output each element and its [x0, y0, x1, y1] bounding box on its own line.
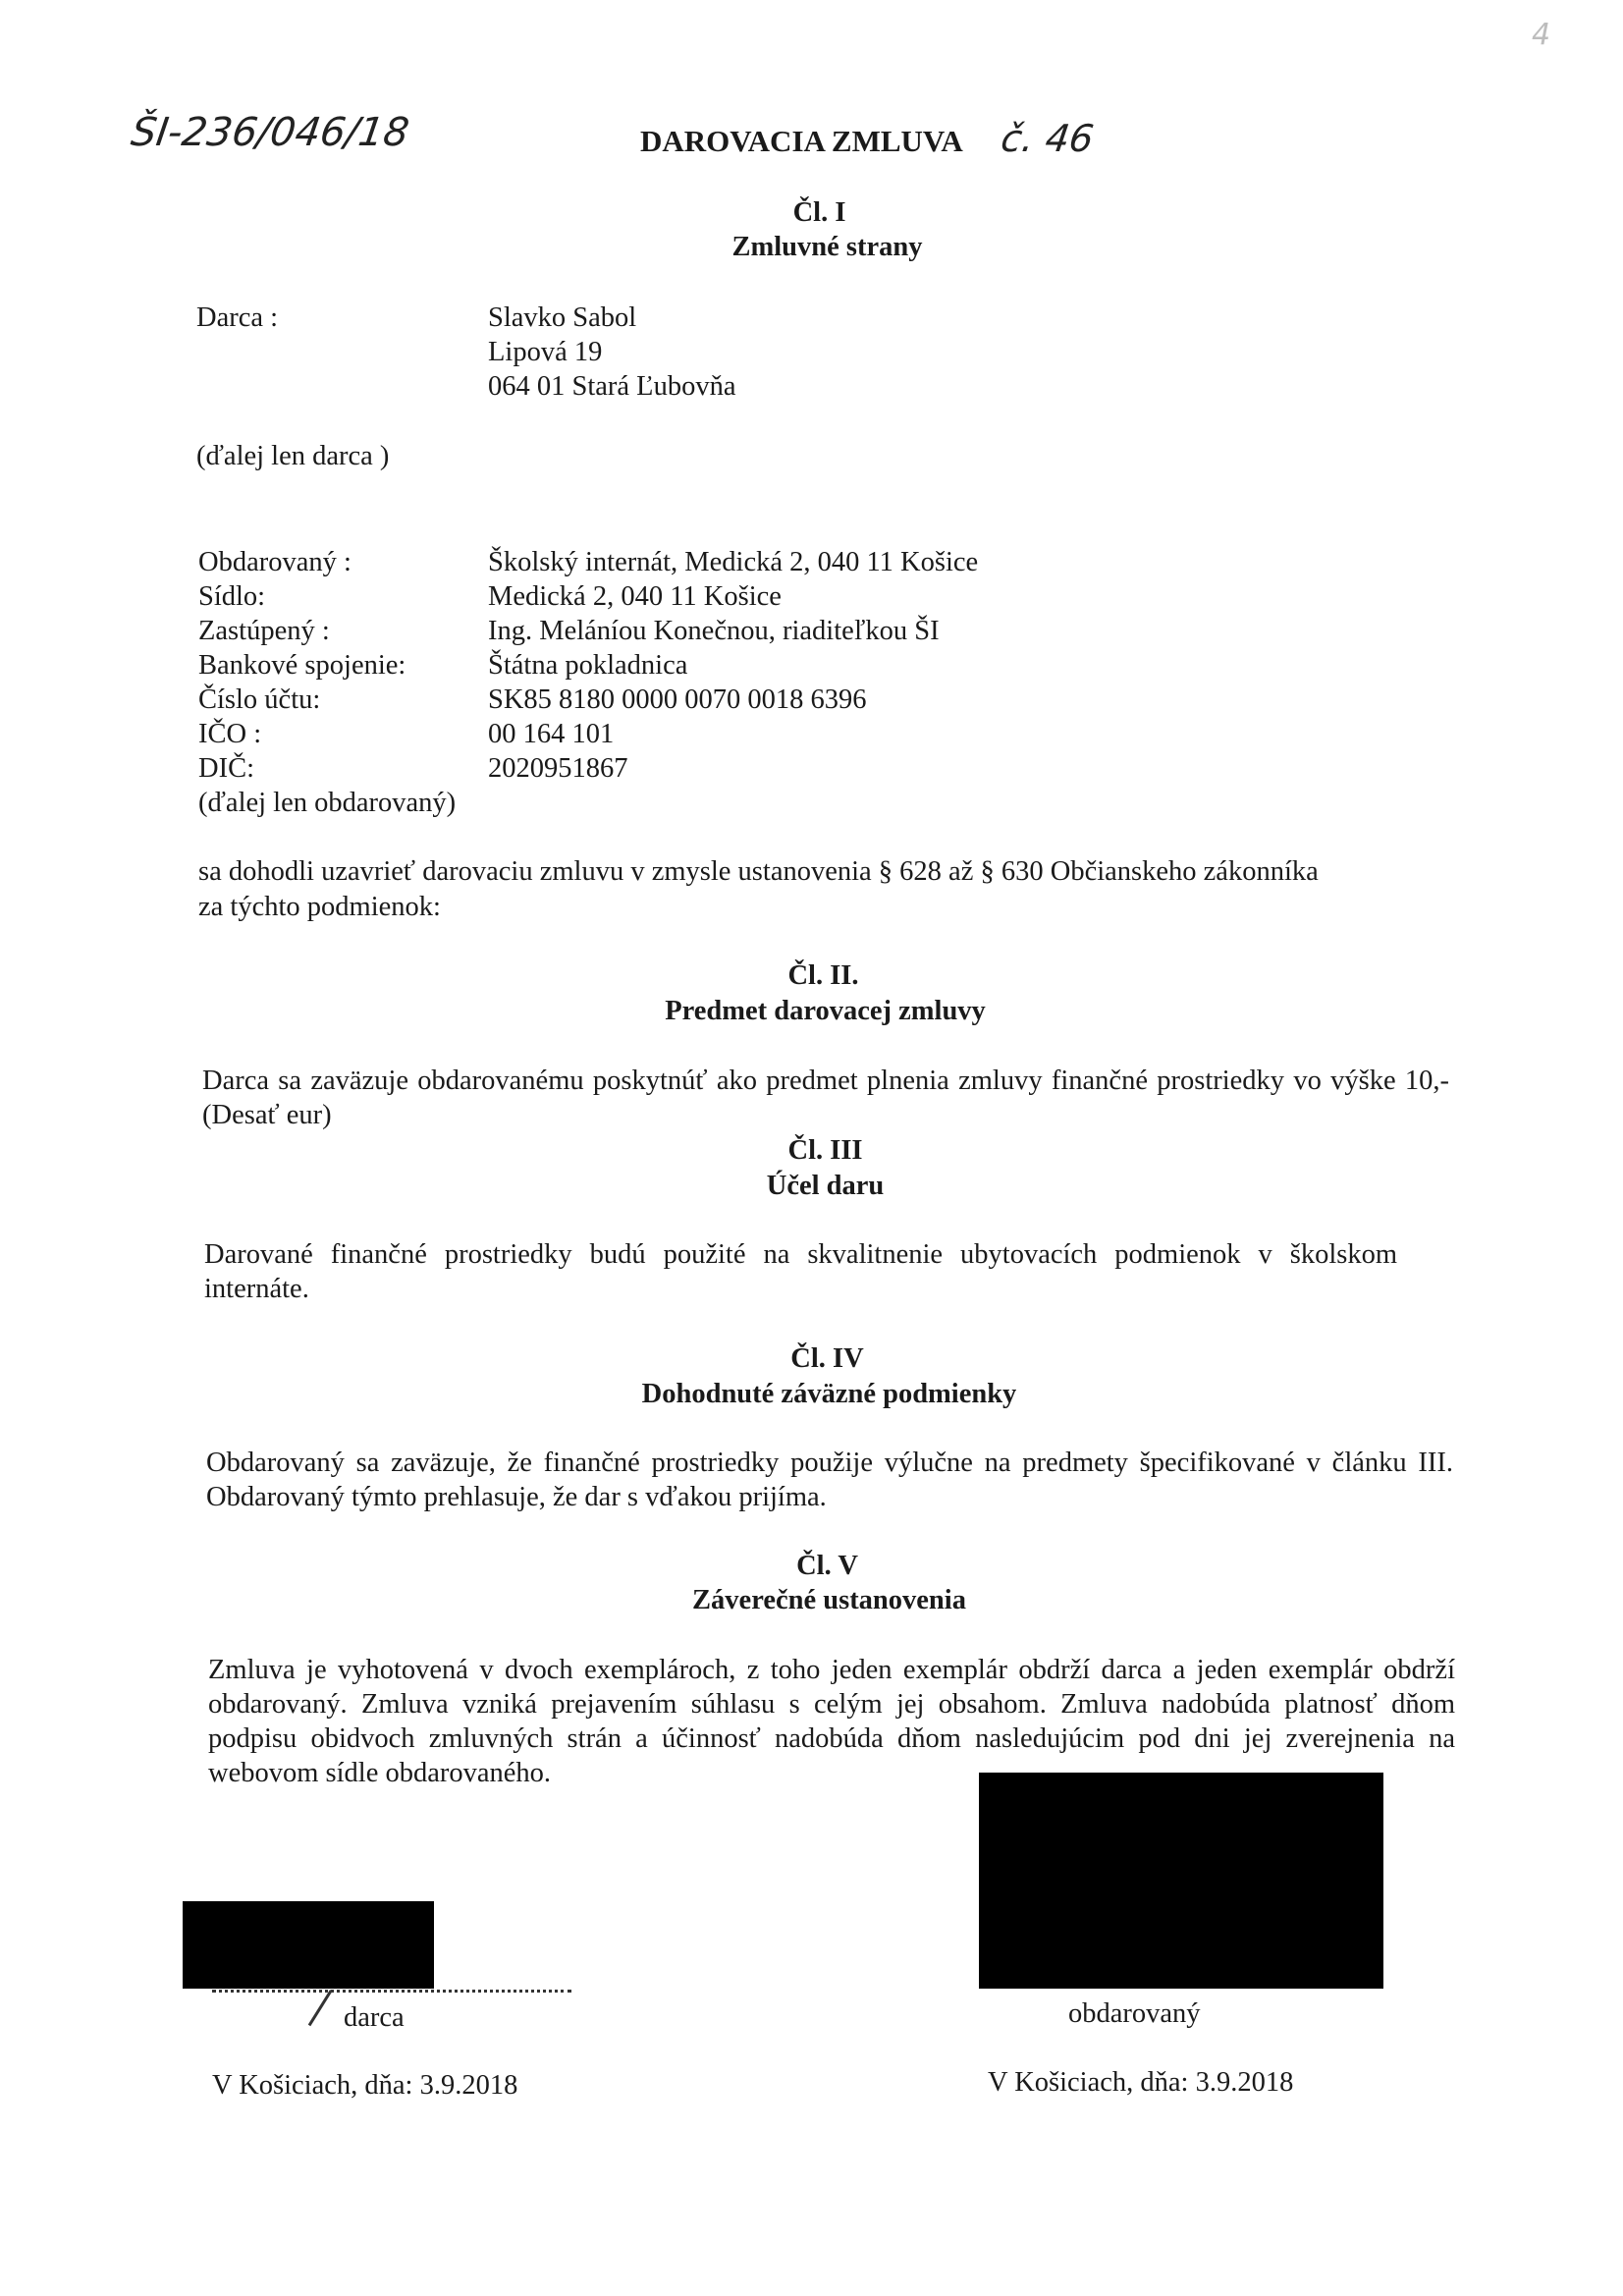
bank-value: Štátna pokladnica — [488, 650, 688, 681]
seat-label: Sídlo: — [198, 581, 266, 612]
recipient-signature-label: obdarovaný — [1068, 1998, 1201, 2029]
recipient-alias: (ďalej len obdarovaný) — [198, 788, 457, 818]
redacted-donor-signature — [183, 1901, 434, 1989]
donor-street: Lipová 19 — [488, 337, 603, 367]
article-4-heading: Dohodnuté záväzné podmienky — [641, 1379, 1017, 1409]
article-3-number: Čl. III — [787, 1135, 863, 1166]
dic-label: DIČ: — [198, 753, 254, 784]
seat-value: Medická 2, 040 11 Košice — [488, 581, 782, 612]
signature-slash-stroke — [308, 1990, 333, 2026]
ico-label: IČO : — [198, 719, 262, 749]
intro-line-1: sa dohodli uzavrieť darovaciu zmluvu v zmysle ustanovenia § 628 až § 630 Občianskeho zákonníka — [198, 856, 1319, 887]
represented-value: Ing. Meláníou Konečnou, riaditeľkou ŠI — [488, 616, 940, 646]
bank-label: Bankové spojenie: — [198, 650, 406, 681]
article-5-text: Zmluva je vyhotovená v dvoch exemplároch, z toho jeden exemplár obdrží darca a jeden exemplár obdrží obdarovaný. Zmluva vzniká prejavením súhlasu s celým jej obsahom. Zmluva nadobúda platnosť dňom podpisu obidvoch zmluvných strán a účinnosť nadobúda dňom nasledujúcim pod dni jej zverejnenia na webovom sídle obdarovaného. — [208, 1655, 1455, 1788]
account-label: Číslo účtu: — [198, 684, 321, 715]
redacted-recipient-signature — [979, 1773, 1383, 1989]
article-3-heading: Účel daru — [766, 1171, 885, 1201]
article-4-number: Čl. IV — [790, 1343, 864, 1374]
ico-value: 00 164 101 — [488, 719, 615, 749]
recipient-place-date: V Košiciach, dňa: 3.9.2018 — [988, 2067, 1294, 2098]
article-3-text: Darované finančné prostriedky budú použité na skvalitnenie ubytovacích podmienok v školskom internáte. — [204, 1239, 1397, 1304]
article-2-heading: Predmet darovacej zmluvy — [665, 996, 986, 1026]
article-4-text: Obdarovaný sa zaväzuje, že finančné prostriedky použije výlučne na predmety špecifikované v článku III. Obdarovaný týmto prehlasuje, že dar s vďakou prijíma. — [206, 1448, 1453, 1512]
donor-label: Darca : — [196, 302, 279, 333]
intro-line-2: za týchto podmienok: — [198, 892, 441, 922]
represented-label: Zastúpený : — [198, 616, 330, 646]
article-2-number: Čl. II. — [787, 960, 859, 991]
article-2-text: Darca sa zaväzuje obdarovanému poskytnúť ako predmet plnenia zmluvy finančné prostriedky vo výške 10,- (Desať eur) — [202, 1066, 1449, 1130]
handwritten-reference: ŠI-236/046/18 — [128, 110, 412, 155]
article-5-heading: Záverečné ustanovenia — [692, 1585, 966, 1615]
donor-city: 064 01 Stará Ľubovňa — [488, 371, 736, 402]
handwritten-contract-number: č. 46 — [998, 117, 1097, 160]
donor-name: Slavko Sabol — [488, 302, 637, 333]
dic-value: 2020951867 — [488, 753, 628, 784]
donor-signature-label: darca — [344, 2002, 405, 2033]
corner-pencil-mark: 4 — [1532, 18, 1551, 52]
article-1-number: Čl. I — [792, 197, 846, 228]
recipient-label: Obdarovaný : — [198, 547, 352, 577]
article-5-number: Čl. V — [796, 1551, 858, 1581]
document-title: DAROVACIA ZMLUVA — [640, 124, 963, 158]
donor-alias: (ďalej len darca ) — [196, 441, 390, 471]
account-value: SK85 8180 0000 0070 0018 6396 — [488, 684, 867, 715]
article-1-heading: Zmluvné strany — [731, 232, 923, 262]
donor-signature-line — [212, 1990, 571, 1993]
donor-place-date: V Košiciach, dňa: 3.9.2018 — [212, 2070, 518, 2101]
recipient-value: Školský internát, Medická 2, 040 11 Košice — [488, 547, 979, 577]
